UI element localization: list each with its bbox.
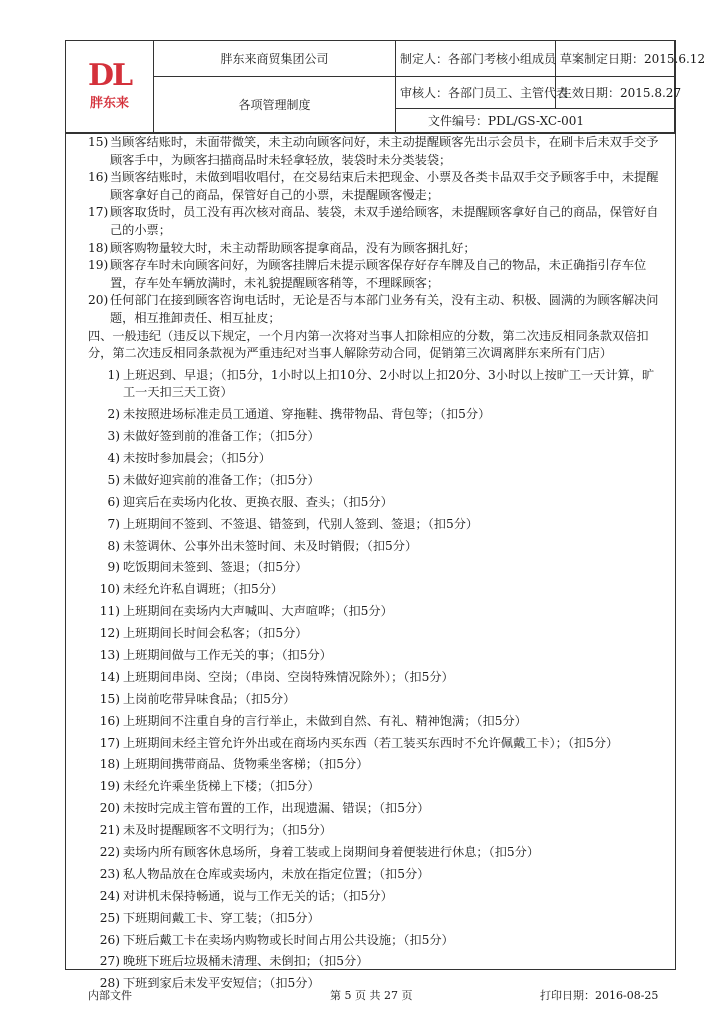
item-number: 16) (99, 713, 120, 728)
item-number: 8) (107, 538, 120, 553)
list-item (66, 257, 675, 292)
item-number: 20) (88, 293, 109, 308)
list-item (66, 494, 675, 512)
item-text: 私人物品放在仓库或卖场内，未放在指定位置；（扣5分） (123, 866, 430, 881)
item-number: 15) (99, 691, 120, 706)
service-items-list (66, 134, 675, 328)
list-item (66, 367, 675, 402)
item-number: 9) (107, 560, 120, 575)
list-item (66, 669, 675, 687)
item-number: 22) (99, 845, 120, 860)
list-item (66, 603, 675, 621)
item-number: 25) (99, 910, 120, 925)
list-item (66, 450, 675, 468)
item-number: 7) (107, 516, 120, 531)
item-number: 2) (107, 407, 120, 422)
list-item (66, 844, 675, 862)
footer-print-date: 打印日期：2016-08-25 (540, 989, 659, 1002)
item-number: 18) (88, 240, 109, 255)
item-number: 17) (88, 205, 109, 220)
list-item (66, 581, 675, 599)
item-number: 26) (99, 932, 120, 947)
document-number-field: 文件编号：PDL/GS-XC-001 (396, 109, 675, 133)
item-text: 未签调休、公事外出未签时间、未及时销假；（扣5分） (123, 538, 418, 553)
list-item (66, 691, 675, 709)
list-item (66, 756, 675, 774)
section-heading: 四、一般违纪（违反以下规定，一个月内第一次将对当事人扣除相应的分数，第二次违反相同条款双倍扣分，第二次违反相同条款视为严重违纪对当事人解除劳动合同，促销第三次调离胖东来所有门店） (88, 328, 649, 361)
item-text: 未做好迎宾前的准备工作；（扣5分） (123, 472, 320, 487)
logo-name: 胖东来 (89, 96, 129, 111)
item-number: 27) (99, 954, 120, 969)
list-item (66, 910, 675, 928)
item-text: 上班期间长时间会私客；（扣5分） (123, 626, 308, 641)
item-text: 上班期间未经主管允许外出或在商场内买东西（若工装买东西时不允许佩戴工卡）；（扣5分） (123, 735, 619, 750)
footer-internal-label: 内部文件 (88, 989, 132, 1002)
item-text: 上班期间不注重自身的言行举止，未做到自然、有礼、精神饱满；（扣5分） (123, 713, 527, 728)
item-number: 17) (99, 735, 120, 750)
item-number: 13) (99, 648, 120, 662)
list-item (66, 134, 675, 169)
footer-page-number: 第 5 页 共 27 页 (330, 989, 413, 1002)
item-text: 上班迟到、早退；（扣5分，1小时以上扣10分、2小时以上扣20分、3小时以上按旷工一天计算，旷工一天扣三天工资） (123, 367, 655, 400)
item-number: 10) (99, 582, 120, 597)
list-item (66, 647, 675, 665)
company-name: 胖东来商贸集团公司 (154, 41, 396, 77)
item-number: 24) (99, 888, 120, 903)
effective-date-field: 生效日期：2015.8.27 (556, 77, 675, 109)
item-number: 12) (99, 626, 120, 641)
maker-field: 制定人：各部门考核小组成员 (396, 41, 556, 77)
company-logo (66, 41, 154, 133)
item-text: 未及时提醒顾客不文明行为；（扣5分） (123, 823, 332, 838)
item-text: 下班后戴工卡在卖场内购物或长时间占用公共设施；（扣5分） (123, 932, 454, 947)
item-text: 对讲机未保持畅通，说与工作无关的话；（扣5分） (123, 888, 393, 903)
item-text: 未做好签到前的准备工作；（扣5分） (123, 429, 320, 444)
document-body (66, 134, 675, 993)
list-item (66, 800, 675, 818)
item-text: 当顾客结账时，未面带微笑，未主动向顾客问好，未主动提醒顾客先出示会员卡，在刷卡后未双手交予顾客手中，为顾客扫描商品时未轻拿轻放，装袋时未分类装袋； (110, 135, 659, 167)
item-text: 上班期间在卖场内大声喊叫、大声喧哗；（扣5分） (123, 604, 393, 619)
item-number: 4) (107, 450, 120, 465)
item-number: 5) (107, 472, 120, 487)
item-text: 未按时参加晨会；（扣5分） (123, 450, 271, 465)
list-item (66, 472, 675, 490)
list-item (66, 516, 675, 534)
rules-list (66, 367, 675, 993)
list-item (66, 822, 675, 840)
reviewer-field: 审核人：各部门员工、主管代表 (396, 77, 556, 109)
item-text: 未按时完成主管布置的工作，出现遗漏、错误；（扣5分） (123, 801, 430, 816)
draft-date-field: 草案制定日期：2015.6.12 (556, 41, 675, 77)
list-item (66, 888, 675, 906)
item-text: 上岗前吃带异味食品；（扣5分） (123, 691, 296, 706)
list-item (66, 559, 675, 577)
item-text: 吃饭期间未签到、签退；（扣5分） (123, 560, 308, 575)
item-number: 16) (88, 170, 109, 185)
logo-mark: DL (87, 58, 132, 93)
item-text: 迎宾后在卖场内化妆、更换衣服、查头；（扣5分） (123, 494, 393, 509)
document-title: 各项管理制度 (154, 77, 396, 133)
item-text: 下班期间戴工卡、穿工装；（扣5分） (123, 910, 320, 925)
document-frame (65, 40, 706, 991)
item-text: 任何部门在接到顾客咨询电话时，无论是否与本部门业务有关，没有主动、积极、圆满的为顾客解决问题，相互推卸责任、相互扯皮； (110, 293, 659, 325)
item-number: 19) (88, 258, 109, 273)
list-item (66, 292, 675, 327)
item-number: 1) (107, 367, 120, 382)
list-item (66, 713, 675, 731)
item-number: 6) (107, 494, 120, 509)
item-number: 20) (99, 801, 120, 816)
item-text: 上班期间不签到、不签退、错签到，代别人签到、签退；（扣5分） (123, 516, 479, 531)
list-item (66, 625, 675, 643)
item-text: 当顾客结账时，未做到唱收唱付，在交易结束后未把现金、小票及各类卡品双手交予顾客手中，未提醒顾客拿好自己的商品，保管好自己的小票，未提醒顾客慢走； (110, 170, 659, 202)
item-text: 上班期间做与工作无关的事；（扣5分） (123, 648, 332, 662)
list-item (66, 953, 675, 971)
item-text: 上班期间串岗、空岗；（串岗、空岗特殊情况除外）；（扣5分） (123, 669, 454, 684)
item-number: 11) (99, 604, 120, 619)
item-text: 未经允许私自调班；（扣5分） (123, 582, 284, 597)
list-item (66, 538, 675, 556)
item-number: 3) (107, 429, 120, 444)
item-number: 28) (99, 976, 120, 991)
item-text: 顾客购物量较大时，未主动帮助顾客提拿商品，没有为顾客捆扎好； (110, 240, 476, 255)
item-text: 上班期间携带商品、货物乘坐客梯；（扣5分） (123, 757, 369, 772)
item-text: 晚班下班后垃圾桶未清理、未倒扣；（扣5分） (123, 954, 369, 969)
list-item (66, 169, 675, 204)
item-text: 顾客存车时未向顾客问好，为顾客挂牌后未提示顾客保存好存车牌及自己的物品，未正确指引存车位置，存车处车辆放满时，未礼貌提醒顾客稍等，不理睬顾客； (110, 258, 647, 290)
list-item (66, 240, 675, 258)
item-number: 23) (99, 866, 120, 881)
list-item (66, 866, 675, 884)
item-text: 卖场内所有顾客休息场所，身着工装或上岗期间身着便装进行休息；（扣5分） (123, 845, 540, 860)
item-text: 顾客取货时，员工没有再次核对商品、装袋，未双手递给顾客，未提醒顾客拿好自己的商品，保管好自己的小票； (110, 205, 659, 237)
item-text: 未按照进场标准走员工通道、穿拖鞋、携带物品、背包等；（扣5分） (123, 407, 491, 422)
item-text: 未经允许乘坐货梯上下楼；（扣5分） (123, 779, 320, 794)
list-item (66, 204, 675, 239)
item-number: 21) (99, 823, 120, 838)
list-item (66, 735, 675, 753)
item-text: 下班到家后未发平安短信；（扣5分） (123, 976, 320, 991)
list-item (66, 406, 675, 424)
list-item (66, 428, 675, 446)
document-header-table (66, 41, 706, 133)
item-number: 15) (88, 135, 109, 149)
item-number: 14) (99, 669, 120, 684)
item-number: 19) (99, 779, 120, 794)
list-item (66, 932, 675, 950)
item-number: 18) (99, 757, 120, 772)
list-item (66, 778, 675, 796)
